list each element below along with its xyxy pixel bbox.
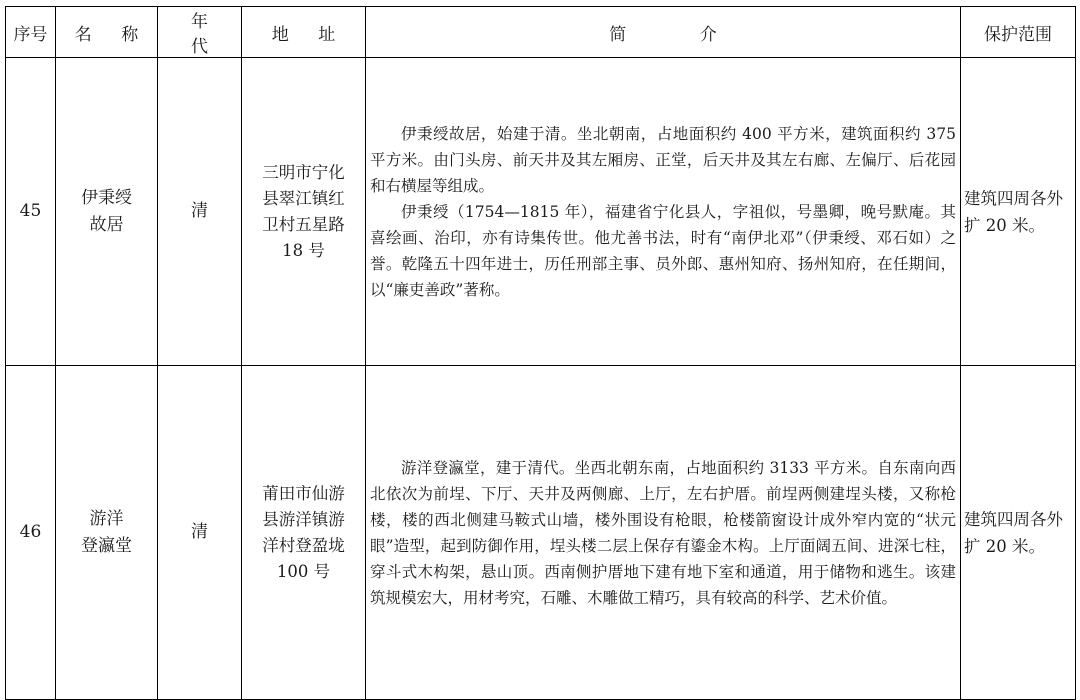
row-intro	[366, 58, 961, 366]
header-row	[6, 7, 1076, 58]
intro-paragraph: 游洋登瀛堂，建于清代。坐西北朝东南，占地面积约 3133 平方米。自东南向西北依次为前埕、下厅、天井及两侧廊、上厅，左右护厝。前埕两侧建埕头楼，又称枪楼，楼的西北侧建马鞍式山墙，楼外围设有枪眼，枪楼箭窗设计成外窄内宽的“状元眼”造型，起到防御作用，埕头楼二层上保存有鎏金木构。上厅面阔五间、进深七柱，穿斗式木构架，悬山顶。西南侧护厝地下建有地下室和通道，用于储物和逃生。该建筑规模宏大，用材考究，石雕、木雕做工精巧，具有较高的科学、艺术价值。	[370, 458, 956, 607]
intro-paragraph: 伊秉绶（1754—1815 年），福建省宁化县人，字祖似，号墨卿，晚号默庵。其喜绘画、治印，亦有诗集传世。他尤善书法，时有“南伊北邓”（伊秉绶、邓石如）之誉。乾隆五十四年进士，历任刑部主事、员外郎、惠州知府、扬州知府，在任期间，以“廉吏善政”著称。	[370, 202, 956, 299]
header-name: 名 称	[56, 7, 158, 58]
header-intro: 简 介	[366, 7, 961, 58]
header-index: 序号	[6, 7, 56, 58]
header-era: 年 代	[158, 7, 242, 58]
row-name	[56, 58, 158, 366]
address-line: 县翠江镇红	[262, 188, 345, 208]
row-scope: 建筑四周各外扩 20 米。	[961, 58, 1076, 366]
row-address	[242, 58, 366, 366]
header-address: 地 址	[242, 7, 366, 58]
address-line: 卫村五星路	[262, 214, 345, 234]
row-name	[56, 366, 158, 700]
header-scope: 保护范围	[961, 7, 1076, 58]
table-row	[6, 58, 1076, 366]
address-line: 莆田市仙游	[262, 483, 345, 503]
row-index: 45	[6, 58, 56, 366]
row-era: 清	[158, 58, 242, 366]
row-intro	[366, 366, 961, 700]
row-name-line: 伊秉绶	[81, 187, 132, 208]
row-era: 清	[158, 366, 242, 700]
address-line: 100 号	[276, 561, 331, 581]
row-name-line: 登瀛堂	[81, 535, 132, 556]
address-line: 18 号	[282, 240, 325, 260]
table-row	[6, 366, 1076, 700]
address-line: 三明市宁化	[262, 162, 345, 182]
address-line: 洋村登盈垅	[262, 535, 345, 555]
row-name-line: 游洋	[89, 508, 124, 529]
row-index: 46	[6, 366, 56, 700]
row-scope: 建筑四周各外扩 20 米。	[961, 366, 1076, 700]
intro-paragraph: 伊秉绶故居，始建于清。坐北朝南，占地面积约 400 平方米，建筑面积约 375 平方米。由门头房、前天井及其左厢房、正堂，后天井及其左右廊、左偏厅、后花园和右横屋等组成。	[370, 124, 956, 195]
heritage-table	[5, 6, 1076, 700]
row-address	[242, 366, 366, 700]
row-name-line: 故居	[89, 214, 124, 235]
address-line: 县游洋镇游	[262, 509, 345, 529]
